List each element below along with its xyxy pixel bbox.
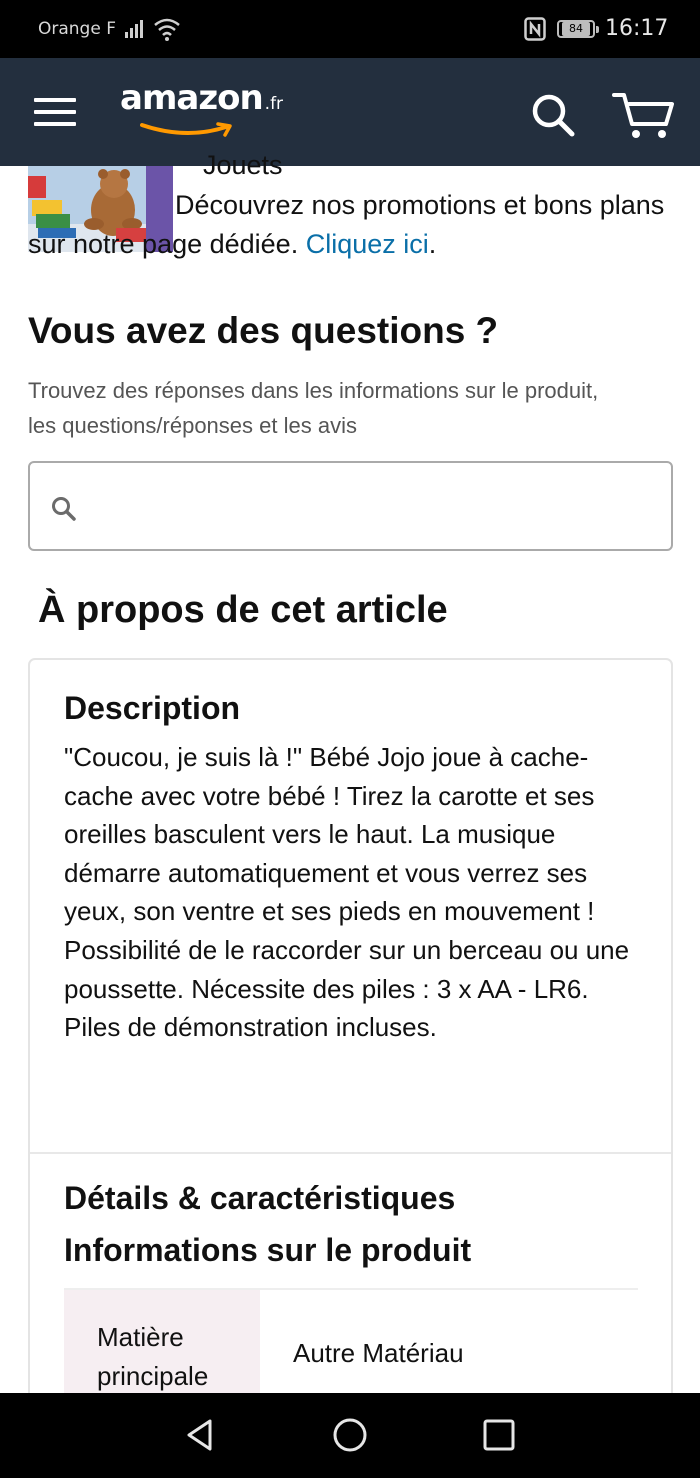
app-header (0, 58, 700, 166)
description-heading: Description (64, 690, 241, 726)
details-heading: Détails & caractéristiques (64, 1180, 456, 1216)
system-nav-bar (0, 1393, 700, 1478)
promo-link[interactable]: Cliquez ici (305, 229, 429, 259)
table-row (64, 1290, 638, 1400)
table-row-value: Autre Matériau (293, 1338, 464, 1368)
table-row-key: Matière principale (64, 1290, 260, 1400)
clock: 16:17 (605, 16, 669, 41)
cart-icon[interactable] (612, 90, 674, 140)
questions-title: Vous avez des questions ? (28, 310, 499, 351)
promo-heading: Jouets (203, 150, 283, 180)
promo-text (28, 186, 668, 264)
home-icon[interactable] (330, 1415, 370, 1455)
status-bar (0, 0, 700, 58)
product-info-heading: Informations sur le produit (64, 1232, 472, 1268)
promo-period: . (428, 229, 437, 259)
questions-subtitle: Trouvez des réponses dans les informations sur le produit, les questions/réponses et les avis (28, 378, 599, 438)
battery-level: 84 (562, 22, 590, 36)
description-text: "Coucou, je suis là !" Bébé Jojo joue à cache-cache avec votre bébé ! Tirez la carotte et ses oreilles basculent vers le haut. La musique démarre automatiquement et vous verrez ses yeux, son ventre et ses pieds en mouvement ! Possibilité de le raccorder sur un berceau ou une poussette. Nécessite des piles : 3 x AA - LR6. Piles de démonstration incluses. (64, 742, 630, 1043)
cell-signal-icon (124, 18, 150, 40)
questions-section (28, 306, 678, 443)
section-divider (30, 1152, 671, 1154)
carrier-label: Orange F (38, 19, 116, 39)
recents-icon[interactable] (479, 1415, 519, 1455)
amazon-logo[interactable] (120, 78, 283, 142)
battery-icon (557, 20, 595, 38)
logo-word: amazon (120, 78, 263, 118)
back-icon[interactable] (180, 1415, 220, 1455)
wifi-icon (153, 16, 181, 42)
hamburger-menu-icon[interactable] (34, 95, 76, 129)
about-card (28, 658, 673, 1418)
search-icon (50, 495, 78, 523)
questions-search-box[interactable] (28, 461, 673, 551)
search-icon[interactable] (530, 92, 576, 138)
promo-body: Découvrez nos promotions et bons plans sur notre page dédiée. (28, 190, 665, 259)
logo-smile-icon (140, 122, 236, 138)
logo-tld: .fr (264, 94, 284, 114)
nfc-icon (524, 17, 546, 41)
questions-search-input[interactable] (90, 483, 650, 531)
about-title: À propos de cet article (38, 589, 448, 631)
